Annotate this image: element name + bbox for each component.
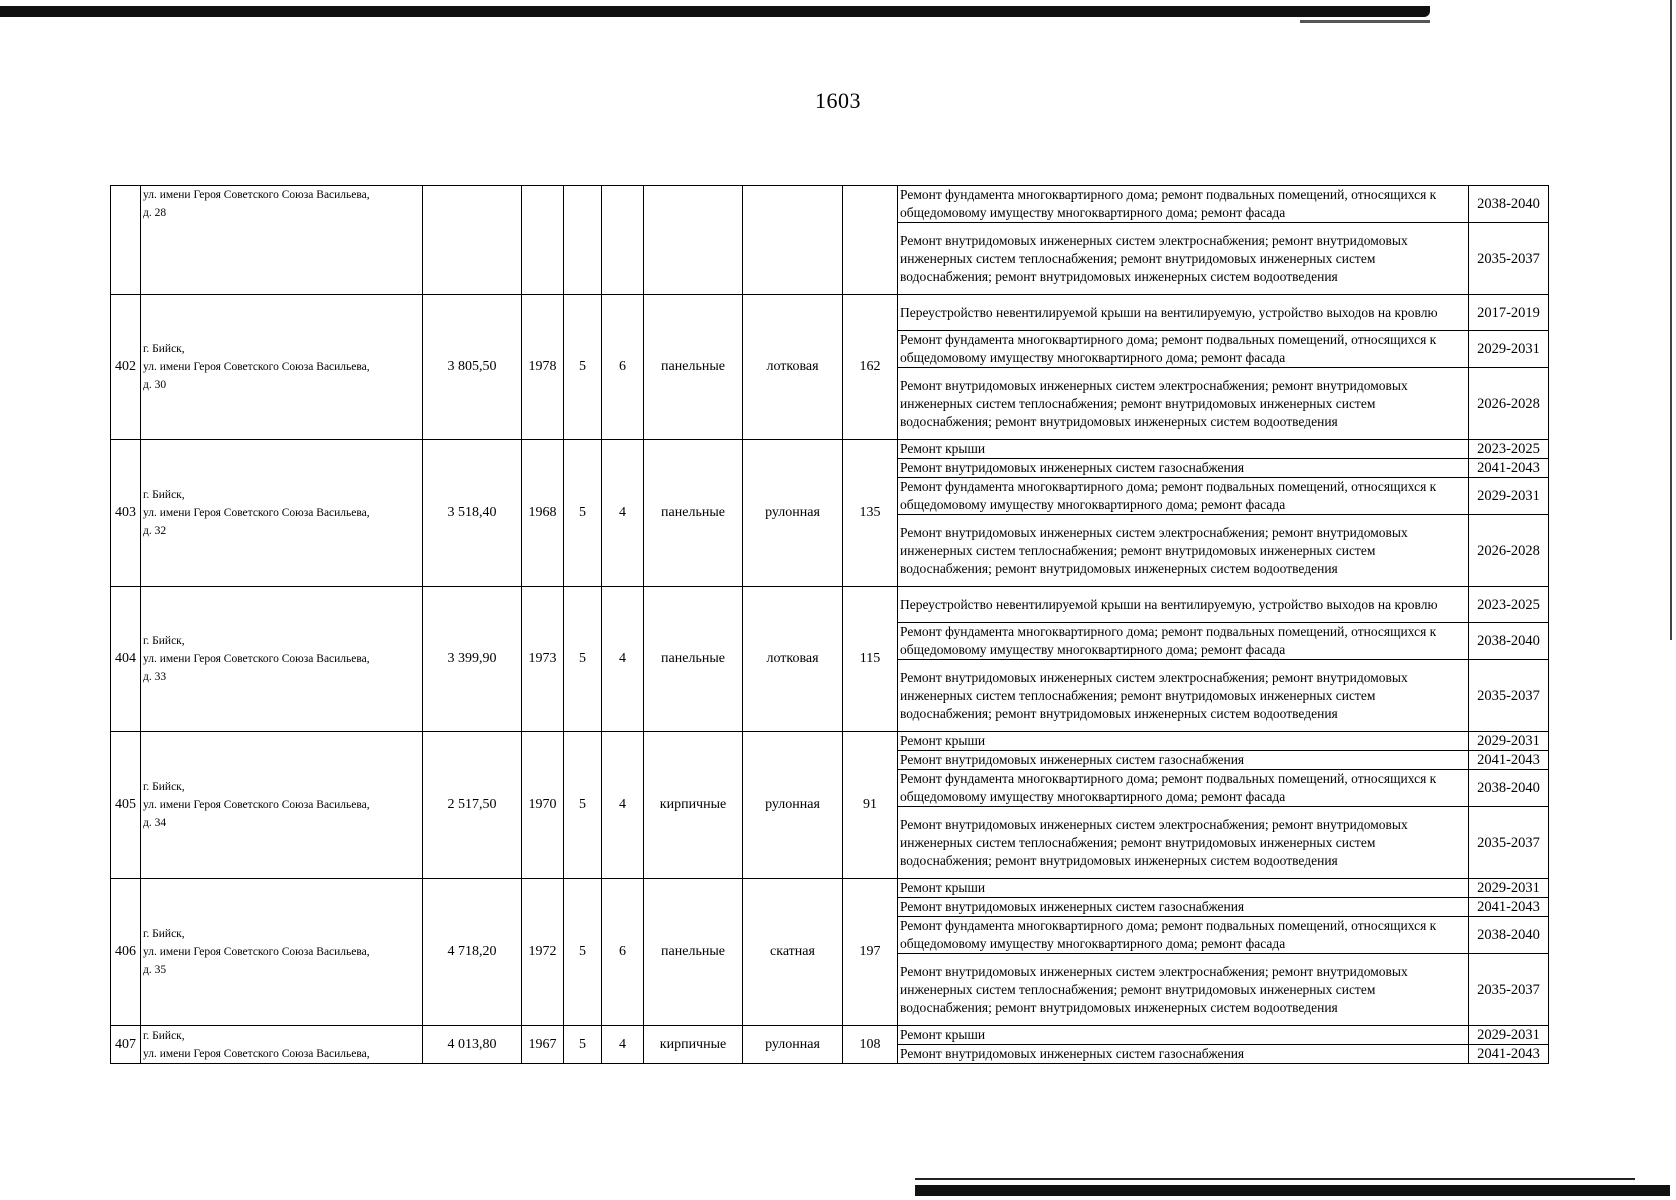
work-type-cell: Ремонт внутридомовых инженерных систем газоснабжения bbox=[898, 1045, 1469, 1064]
period-cell: 2029-2031 bbox=[1469, 478, 1549, 515]
floors-cell: 5 bbox=[564, 295, 602, 440]
wall-material-cell: кирпичные bbox=[644, 1026, 743, 1064]
residents-cell: 91 bbox=[843, 732, 898, 879]
roof-type-cell: лотковая bbox=[743, 587, 843, 732]
address-line: г. Бийск, bbox=[143, 1029, 185, 1042]
roof-type-cell: лотковая bbox=[743, 295, 843, 440]
work-type-cell: Ремонт внутридомовых инженерных систем электроснабжения; ремонт внутридомовых инженерных систем теплоснабжения; ремонт внутридомовых инженерных систем водоснабжения; ремонт внутридомовых инженерных систем водоотведения bbox=[898, 515, 1469, 587]
scan-border-bottom bbox=[915, 1185, 1670, 1196]
floors-cell: 5 bbox=[564, 587, 602, 732]
floors-cell: 5 bbox=[564, 440, 602, 587]
address-line: ул. имени Героя Советского Союза Васильева, bbox=[143, 799, 370, 811]
period-cell: 2017-2019 bbox=[1469, 295, 1549, 331]
work-type-cell: Ремонт фундамента многоквартирного дома; ремонт подвальных помещений, относящихся к общедомовому имуществу многоквартирного дома; ремонт фасада bbox=[898, 186, 1469, 223]
address-cell bbox=[141, 295, 423, 440]
address-cell bbox=[141, 879, 423, 1026]
address-line: д. 34 bbox=[143, 817, 167, 829]
roof-type-cell: скатная bbox=[743, 879, 843, 1026]
address-line: д. 30 bbox=[143, 379, 167, 391]
work-type-cell: Ремонт крыши bbox=[898, 440, 1469, 459]
wall-material-cell: панельные bbox=[644, 295, 743, 440]
roof-type-cell: рулонная bbox=[743, 732, 843, 879]
work-type-cell: Ремонт внутридомовых инженерных систем электроснабжения; ремонт внутридомовых инженерных систем теплоснабжения; ремонт внутридомовых инженерных систем водоснабжения; ремонт внутридомовых инженерных систем водоотведения bbox=[898, 660, 1469, 732]
table-row bbox=[111, 1026, 1549, 1045]
page-number: 1603 bbox=[815, 88, 861, 113]
period-cell: 2035-2037 bbox=[1469, 223, 1549, 295]
work-type-cell: Ремонт фундамента многоквартирного дома; ремонт подвальных помещений, относящихся к общедомовому имуществу многоквартирного дома; ремонт фасада bbox=[898, 478, 1469, 515]
period-cell: 2041-2043 bbox=[1469, 459, 1549, 478]
address-line: г. Бийск, bbox=[143, 343, 185, 355]
entrances-cell: 6 bbox=[602, 879, 644, 1026]
period-cell: 2035-2037 bbox=[1469, 660, 1549, 732]
wall-material-cell: панельные bbox=[644, 587, 743, 732]
scan-border-top bbox=[0, 6, 1430, 17]
period-cell: 2035-2037 bbox=[1469, 807, 1549, 879]
entrances-cell: 4 bbox=[602, 587, 644, 732]
year-cell: 1978 bbox=[522, 295, 564, 440]
work-type-cell: Ремонт фундамента многоквартирного дома; ремонт подвальных помещений, относящихся к общедомовому имуществу многоквартирного дома; ремонт фасада bbox=[898, 623, 1469, 660]
address-line: ул. имени Героя Советского Союза Васильева, bbox=[143, 1047, 370, 1060]
address-line: ул. имени Героя Советского Союза Васильева, bbox=[143, 189, 370, 201]
work-type-cell: Переустройство невентилируемой крыши на вентилируемую, устройство выходов на кровлю bbox=[898, 295, 1469, 331]
year-cell: 1970 bbox=[522, 732, 564, 879]
address-line: д. 28 bbox=[143, 207, 167, 219]
address-line: д. 35 bbox=[143, 964, 167, 976]
housing-registry-table bbox=[110, 185, 1549, 1064]
period-cell: 2038-2040 bbox=[1469, 917, 1549, 954]
address-cell bbox=[141, 1026, 423, 1064]
period-cell: 2029-2031 bbox=[1469, 1026, 1549, 1045]
period-cell: 2023-2025 bbox=[1469, 587, 1549, 623]
address-line: ул. имени Героя Советского Союза Васильева, bbox=[143, 361, 370, 373]
residents-cell: 135 bbox=[843, 440, 898, 587]
row-number: 402 bbox=[111, 295, 141, 440]
address-line: ул. имени Героя Советского Союза Васильева, bbox=[143, 653, 370, 665]
table-row bbox=[111, 879, 1549, 898]
period-cell: 2029-2031 bbox=[1469, 331, 1549, 368]
period-cell: 2041-2043 bbox=[1469, 1045, 1549, 1064]
address-line: г. Бийск, bbox=[143, 489, 185, 501]
table-row bbox=[111, 186, 1549, 223]
period-cell: 2038-2040 bbox=[1469, 623, 1549, 660]
area-cell: 3 399,90 bbox=[423, 587, 522, 732]
work-type-cell: Ремонт внутридомовых инженерных систем газоснабжения bbox=[898, 459, 1469, 478]
year-cell bbox=[522, 186, 564, 295]
row-number: 404 bbox=[111, 587, 141, 732]
period-cell: 2035-2037 bbox=[1469, 954, 1549, 1026]
period-cell: 2026-2028 bbox=[1469, 368, 1549, 440]
address-line: д. 33 bbox=[143, 671, 167, 683]
roof-type-cell bbox=[743, 186, 843, 295]
wall-material-cell bbox=[644, 186, 743, 295]
address-line: г. Бийск, bbox=[143, 928, 185, 940]
residents-cell: 162 bbox=[843, 295, 898, 440]
period-cell: 2041-2043 bbox=[1469, 751, 1549, 770]
row-number: 405 bbox=[111, 732, 141, 879]
entrances-cell: 4 bbox=[602, 440, 644, 587]
work-type-cell: Ремонт крыши bbox=[898, 879, 1469, 898]
year-cell: 1972 bbox=[522, 879, 564, 1026]
floors-cell: 5 bbox=[564, 879, 602, 1026]
wall-material-cell: панельные bbox=[644, 879, 743, 1026]
work-type-cell: Ремонт фундамента многоквартирного дома; ремонт подвальных помещений, относящихся к общедомовому имуществу многоквартирного дома; ремонт фасада bbox=[898, 770, 1469, 807]
work-type-cell: Ремонт крыши bbox=[898, 732, 1469, 751]
area-cell: 4 013,80 bbox=[423, 1026, 522, 1064]
entrances-cell: 6 bbox=[602, 295, 644, 440]
wall-material-cell: панельные bbox=[644, 440, 743, 587]
area-cell: 3 805,50 bbox=[423, 295, 522, 440]
residents-cell bbox=[843, 186, 898, 295]
work-type-cell: Ремонт внутридомовых инженерных систем газоснабжения bbox=[898, 898, 1469, 917]
residents-cell: 108 bbox=[843, 1026, 898, 1064]
area-cell: 2 517,50 bbox=[423, 732, 522, 879]
row-number bbox=[111, 186, 141, 295]
address-cell bbox=[141, 732, 423, 879]
residents-cell: 115 bbox=[843, 587, 898, 732]
period-cell: 2038-2040 bbox=[1469, 770, 1549, 807]
floors-cell: 5 bbox=[564, 732, 602, 879]
table-row bbox=[111, 587, 1549, 623]
table-row bbox=[111, 732, 1549, 751]
table-row bbox=[111, 295, 1549, 331]
address-line: г. Бийск, bbox=[143, 635, 185, 647]
period-cell: 2026-2028 bbox=[1469, 515, 1549, 587]
work-type-cell: Ремонт фундамента многоквартирного дома; ремонт подвальных помещений, относящихся к общедомовому имуществу многоквартирного дома; ремонт фасада bbox=[898, 917, 1469, 954]
work-type-cell: Переустройство невентилируемой крыши на вентилируемую, устройство выходов на кровлю bbox=[898, 587, 1469, 623]
address-line: д. 32 bbox=[143, 525, 167, 537]
year-cell: 1968 bbox=[522, 440, 564, 587]
area-cell: 4 718,20 bbox=[423, 879, 522, 1026]
address-cell bbox=[141, 587, 423, 732]
year-cell: 1973 bbox=[522, 587, 564, 732]
address-line: г. Бийск, bbox=[143, 781, 185, 793]
scan-border-top-fade bbox=[1300, 20, 1430, 23]
roof-type-cell: рулонная bbox=[743, 440, 843, 587]
scan-border-bottom-thin bbox=[915, 1178, 1635, 1180]
entrances-cell bbox=[602, 186, 644, 295]
work-type-cell: Ремонт внутридомовых инженерных систем электроснабжения; ремонт внутридомовых инженерных систем теплоснабжения; ремонт внутридомовых инженерных систем водоснабжения; ремонт внутридомовых инженерных систем водоотведения bbox=[898, 368, 1469, 440]
address-cell bbox=[141, 440, 423, 587]
period-cell: 2023-2025 bbox=[1469, 440, 1549, 459]
floors-cell: 5 bbox=[564, 1026, 602, 1064]
table-row bbox=[111, 440, 1549, 459]
work-type-cell: Ремонт фундамента многоквартирного дома; ремонт подвальных помещений, относящихся к общедомовому имуществу многоквартирного дома; ремонт фасада bbox=[898, 331, 1469, 368]
roof-type-cell: рулонная bbox=[743, 1026, 843, 1064]
work-type-cell: Ремонт внутридомовых инженерных систем электроснабжения; ремонт внутридомовых инженерных систем теплоснабжения; ремонт внутридомовых инженерных систем водоснабжения; ремонт внутридомовых инженерных систем водоотведения bbox=[898, 223, 1469, 295]
work-type-cell: Ремонт внутридомовых инженерных систем электроснабжения; ремонт внутридомовых инженерных систем теплоснабжения; ремонт внутридомовых инженерных систем водоснабжения; ремонт внутридомовых инженерных систем водоотведения bbox=[898, 954, 1469, 1026]
address-line: ул. имени Героя Советского Союза Васильева, bbox=[143, 946, 370, 958]
period-cell: 2041-2043 bbox=[1469, 898, 1549, 917]
row-number: 406 bbox=[111, 879, 141, 1026]
row-number: 407 bbox=[111, 1026, 141, 1064]
work-type-cell: Ремонт внутридомовых инженерных систем электроснабжения; ремонт внутридомовых инженерных систем теплоснабжения; ремонт внутридомовых инженерных систем водоснабжения; ремонт внутридомовых инженерных систем водоотведения bbox=[898, 807, 1469, 879]
residents-cell: 197 bbox=[843, 879, 898, 1026]
work-type-cell: Ремонт крыши bbox=[898, 1026, 1469, 1045]
row-number: 403 bbox=[111, 440, 141, 587]
period-cell: 2038-2040 bbox=[1469, 186, 1549, 223]
period-cell: 2029-2031 bbox=[1469, 732, 1549, 751]
period-cell: 2029-2031 bbox=[1469, 879, 1549, 898]
entrances-cell: 4 bbox=[602, 1026, 644, 1064]
registry-body bbox=[111, 186, 1549, 1064]
work-type-cell: Ремонт внутридомовых инженерных систем газоснабжения bbox=[898, 751, 1469, 770]
area-cell bbox=[423, 186, 522, 295]
floors-cell bbox=[564, 186, 602, 295]
address-cell bbox=[141, 186, 423, 295]
address-line: ул. имени Героя Советского Союза Васильева, bbox=[143, 507, 370, 519]
wall-material-cell: кирпичные bbox=[644, 732, 743, 879]
year-cell: 1967 bbox=[522, 1026, 564, 1064]
entrances-cell: 4 bbox=[602, 732, 644, 879]
area-cell: 3 518,40 bbox=[423, 440, 522, 587]
